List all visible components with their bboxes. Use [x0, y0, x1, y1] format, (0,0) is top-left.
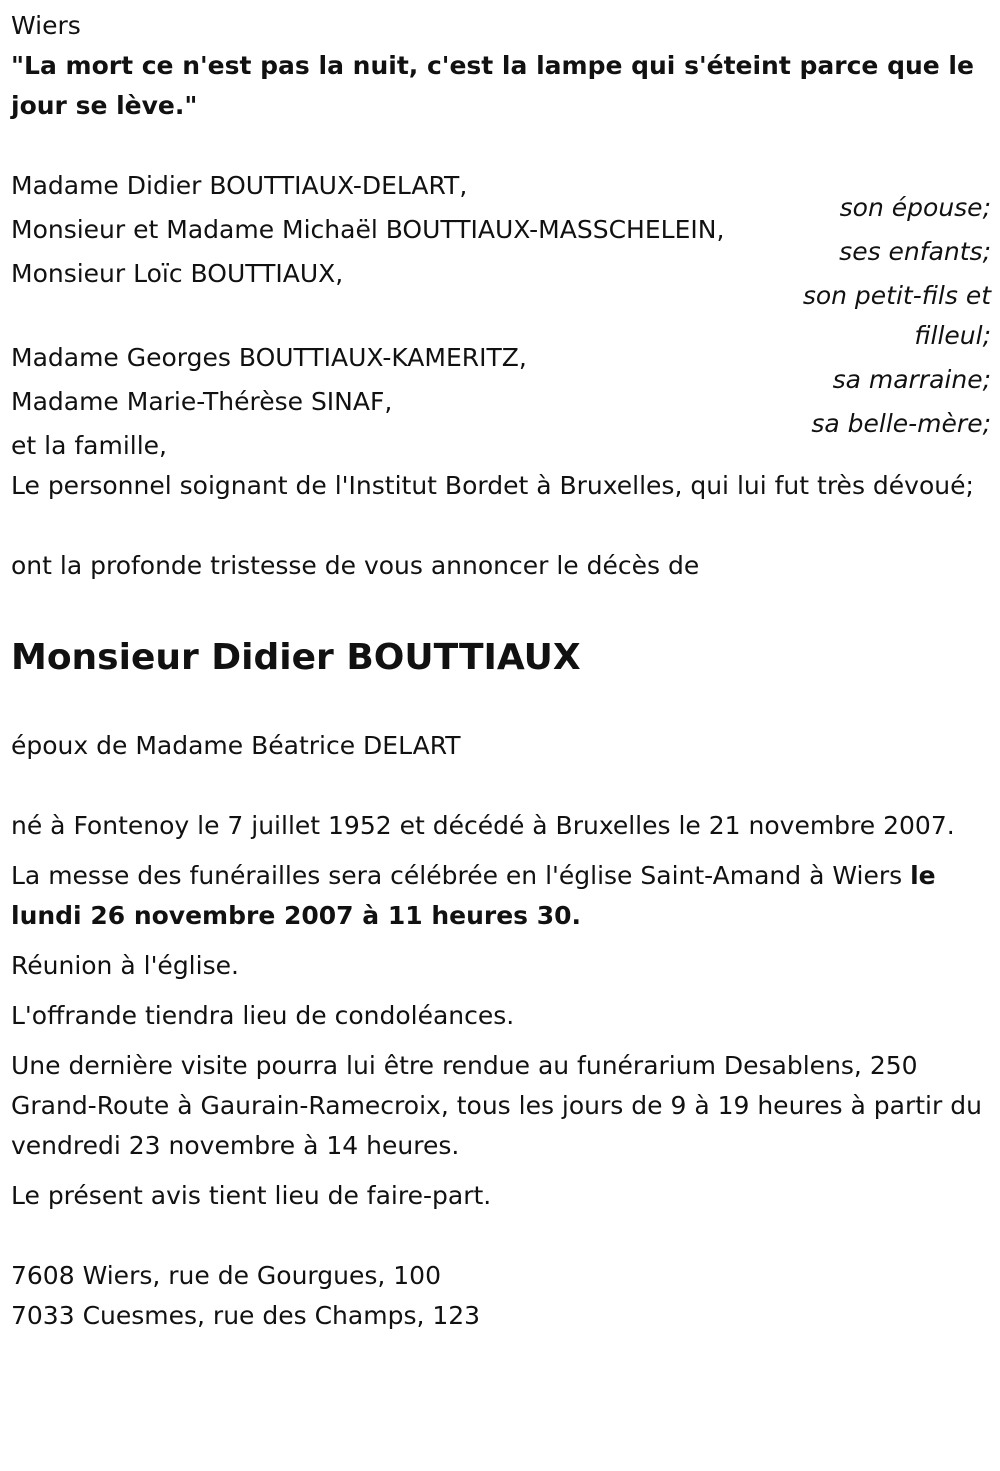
family-entry	[11, 382, 991, 444]
notice-note: Le présent avis tient lieu de faire-part.	[11, 1181, 492, 1210]
family-member-name: Madame Georges BOUTTIAUX-KAMERITZ,	[11, 343, 527, 372]
funeral-mass	[11, 856, 986, 936]
family-member-role: son petit-fils et	[802, 281, 991, 310]
family-member-name: Monsieur et Madame Michaël BOUTTIAUX-MASSCHELEIN,	[11, 215, 725, 244]
offering-note: L'offrande tiendra lieu de condoléances.	[11, 1001, 515, 1030]
deceased-name: Monsieur Didier BOUTTIAUX	[11, 637, 581, 678]
family-member-name: Madame Marie-Thérèse SINAF,	[11, 387, 393, 416]
extended-family: et la famille,	[11, 431, 167, 460]
family-member-name: Monsieur Loïc BOUTTIAUX,	[11, 259, 344, 288]
obituary-notice	[11, 6, 991, 1336]
family-member-role: son épouse;	[839, 193, 991, 222]
visit-note: Une dernière visite pourra lui être rendue au funérarium Desablens, 250 Grand-Route à Gaurain-Ramecroix, tous les jours de 9 à 19 heures à partir du vendredi 23 novembre à 14 heures.	[11, 1051, 982, 1160]
birth-death-line: né à Fontenoy le 7 juillet 1952 et décédé à Bruxelles le 21 novembre 2007.	[11, 811, 955, 840]
address-line: 7608 Wiers, rue de Gourgues, 100	[11, 1261, 441, 1290]
quote: "La mort ce n'est pas la nuit, c'est la lampe qui s'éteint parce que le jour se lève."	[11, 51, 974, 120]
funeral-mass-text: La messe des funérailles sera célébrée en l'église Saint-Amand à Wiers	[11, 861, 911, 890]
address-line: 7033 Cuesmes, rue des Champs, 123	[11, 1301, 481, 1330]
place-header: Wiers	[11, 11, 81, 40]
announcement: ont la profonde tristesse de vous annoncer le décès de	[11, 551, 700, 580]
staff-note: Le personnel soignant de l'Institut Bordet à Bruxelles, qui lui fut très dévoué;	[11, 471, 974, 500]
family-member-role: ses enfants;	[839, 237, 991, 266]
funeral-mass-date: le lundi 26 novembre 2007 à 11 heures 30.	[11, 861, 936, 930]
family-member-role-continued: filleul;	[914, 321, 991, 350]
spouse-line: époux de Madame Béatrice DELART	[11, 731, 461, 760]
meeting-note: Réunion à l'église.	[11, 951, 239, 980]
family-member-name: Madame Didier BOUTTIAUX-DELART,	[11, 171, 468, 200]
family-member-role: sa marraine;	[832, 365, 991, 394]
family-member-role: sa belle-mère;	[811, 409, 991, 438]
